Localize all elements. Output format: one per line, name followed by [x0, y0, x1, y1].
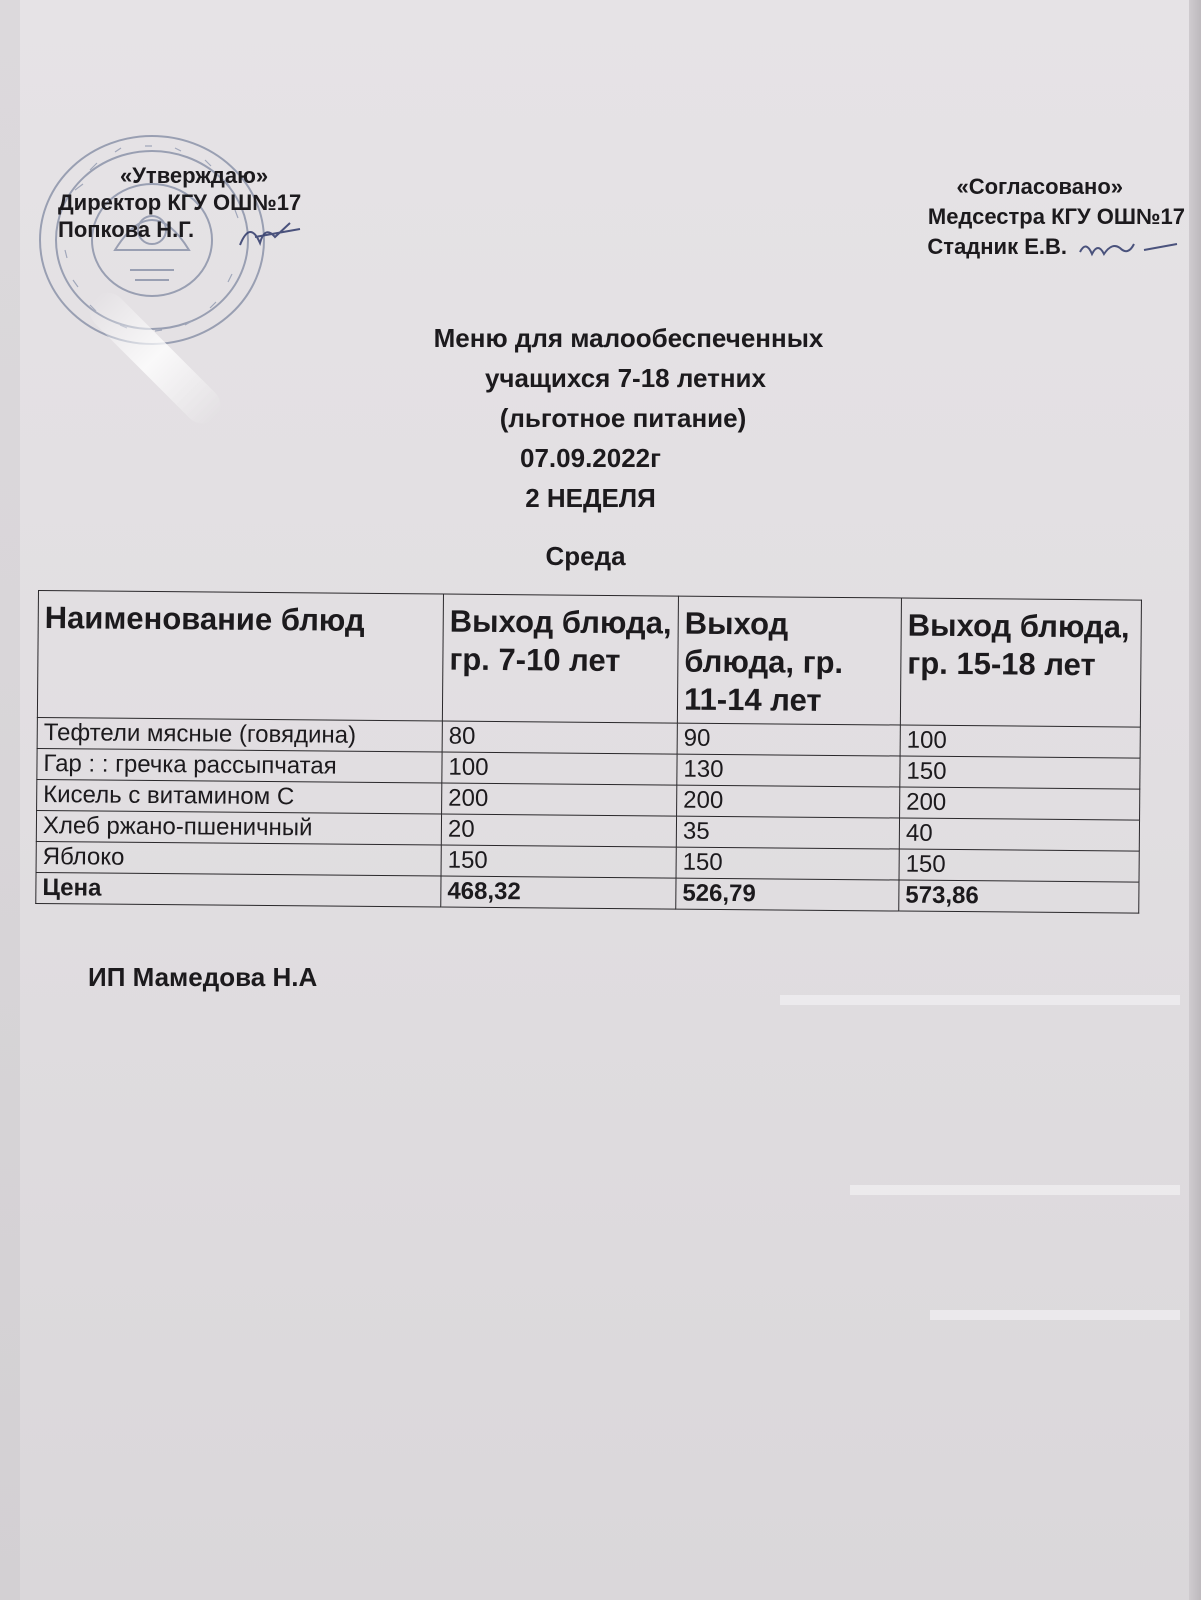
title-line-2: учащихся 7-18 летних — [484, 363, 767, 393]
yield-11-14: 90 — [677, 723, 900, 756]
dish-name: Тефтели мясные (говядина) — [37, 717, 442, 752]
menu-date: 07.09.2022г — [520, 443, 661, 473]
yield-15-18: 200 — [900, 787, 1140, 820]
director-signature — [235, 215, 305, 255]
approval-position: Директор КГУ ОШ№17 — [58, 190, 302, 215]
approval-quote: «Утверждаю» — [120, 163, 269, 188]
glass-reflection — [850, 1185, 1180, 1195]
agreement-quote: «Согласовано» — [956, 174, 1123, 199]
menu-day: Среда — [545, 541, 626, 571]
yield-7-10: 100 — [442, 752, 677, 785]
yield-11-14: 35 — [676, 816, 899, 849]
yield-15-18: 100 — [900, 725, 1140, 758]
yield-7-10: 150 — [441, 845, 676, 878]
yield-11-14: 130 — [677, 754, 900, 787]
nurse-signature — [1072, 230, 1182, 266]
yield-15-18: 40 — [899, 818, 1139, 851]
header-yield-7-10: Выход блюда, гр. 7-10 лет — [442, 594, 678, 723]
yield-7-10: 20 — [441, 814, 676, 847]
glass-reflection — [780, 995, 1180, 1005]
frame-edge — [1189, 0, 1201, 1600]
dish-name: Хлеб ржано-пшеничный — [36, 810, 441, 845]
title-line-1: Меню для малообеспеченных — [433, 323, 824, 353]
yield-11-14: 200 — [677, 785, 900, 818]
title-line-3: (льготное питание) — [499, 403, 747, 433]
price-label: Цена — [36, 872, 441, 907]
header-yield-15-18: Выход блюда, гр. 15-18 лет — [900, 598, 1141, 727]
dish-name: Кисель с витамином С — [37, 779, 442, 814]
yield-15-18: 150 — [899, 849, 1139, 882]
price-7-10: 468,32 — [441, 876, 676, 909]
header-yield-11-14: Выход блюда, гр. 11-14 лет — [677, 596, 901, 725]
dish-name: Яблоко — [36, 841, 441, 876]
header-dish-name: Наименование блюд — [37, 591, 443, 722]
yield-11-14: 150 — [676, 847, 899, 880]
menu-week: 2 НЕДЕЛЯ — [525, 483, 656, 513]
table-header-row — [37, 591, 1141, 728]
yield-7-10: 200 — [442, 783, 677, 816]
supplier-name: ИП Мамедова Н.А — [88, 962, 318, 992]
glass-reflection — [930, 1310, 1180, 1320]
agreement-name: Стадник Е.В. — [927, 234, 1067, 259]
dish-name: Гар : : гречка рассыпчатая — [37, 748, 442, 783]
yield-7-10: 80 — [442, 721, 677, 754]
approval-name: Попкова Н.Г. — [58, 217, 195, 242]
menu-table — [35, 590, 1142, 914]
price-11-14: 526,79 — [676, 878, 899, 911]
price-15-18: 573,86 — [899, 880, 1139, 913]
yield-15-18: 150 — [900, 756, 1140, 789]
agreement-position: Медсестра КГУ ОШ№17 — [927, 204, 1185, 229]
